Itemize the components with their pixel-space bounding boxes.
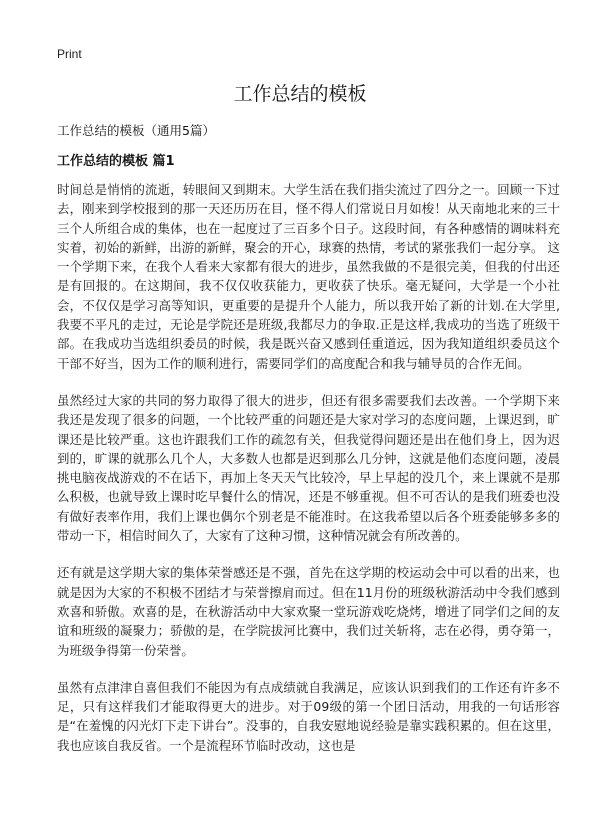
print-link[interactable]: Print: [57, 47, 82, 61]
section-heading: 工作总结的模板 篇1: [57, 154, 175, 169]
body-paragraph: 虽然经过大家的共同的努力取得了很大的进步，但还有很多需要我们去改善。一个学期下来我还是发现了很多的问题，一个比较严重的问题还是大家对学习的态度问题，上课迟到，旷课还是比较严重。这也许跟我们工作的疏忽有关，但我觉得问题还是出在他们身上，因为迟到的，旷课的就那么几个人，大多数人也都是迟到那么几分钟，这就是他们态度问题，凌晨挑电脑夜战游戏的不在话下，再加上冬天天气比较冷，早上早起的没几个，来上课就不是那么积极，也就导致上课时吃早餐什么的情况，还是不够重视。但不可否认的是我们班委也没有做好表率作用，我们上课也偶尔个别老是不能准时。在这我希望以后各个班委能够多多的带动一下，相信时间久了，大家有了这种习惯，这种情况就会有所改善的。: [57, 392, 560, 544]
document-title: 工作总结的模板: [233, 83, 367, 105]
body-paragraph: 还有就是这学期大家的集体荣誉感还是不强，首先在这学期的校运动会中可以看的出来，也就是因为大家的不积极不团结才与荣誉擦肩而过。但在11月份的班级秋游活动中令我们感到欢喜和骄傲。欢喜的是，在秋游活动中大家欢聚一堂玩游戏吃烧烤，增进了同学们之间的友谊和班级的凝聚力；骄傲的是，在学院拔河比赛中，我们过关斩将，志在必得，勇夺第一，为班级争得第一份荣誉。: [57, 565, 560, 658]
document-body: [57, 180, 560, 773]
document-subtitle: 工作总结的模板（通用5篇）: [57, 123, 215, 138]
body-paragraph: 时间总是悄悄的流逝，转眼间又到期末。大学生活在我们指尖流过了四分之一。回顾一下过去，刚来到学校报到的那一天还历历在目，怪不得人们常说日月如梭！从天南地北来的三十三个人所组合成的集体，也在一起度过了三百多个日子。这段时间，有各种感情的调味料充实着，初始的新鲜，出游的新鲜，聚会的开心，球赛的热情，考试的紧张我们一起分享。 这一个学期下来，在我个人看来大家都有很大的进步，虽然我做的不是很完美，但我的付出还是有回报的。在这期间，我不仅仅收获能力，更收获了快乐。毫无疑问，大学是一个小社会，不仅仅是学习高等知识，更重要的是提升个人能力，所以我开始了新的计划.在大学里,我要不平凡的走过，无论是学院还是班级,我都尽力的争取.正是这样,我成功的当选了班级干部。在我成功当选组织委员的时候，我是既兴奋又感到任重道远，因为我知道组织委员这个干部不好当，因为工作的顺利进行，需要同学们的高度配合和我与辅导员的合作无间。: [57, 182, 560, 371]
body-paragraph: 虽然有点津津自喜但我们不能因为有点成绩就自我满足，应该认识到我们的工作还有许多不足，只有这样我们才能取得更大的进步。对于09级的第一个团日活动，用我的一句话形容是“在羞愧的闪光灯下走下讲台”。没事的，自我安慰地说经验是靠实践积累的。但在这里，我也应该自我反省。一个是流程环节临时改动，这也是: [57, 679, 560, 753]
